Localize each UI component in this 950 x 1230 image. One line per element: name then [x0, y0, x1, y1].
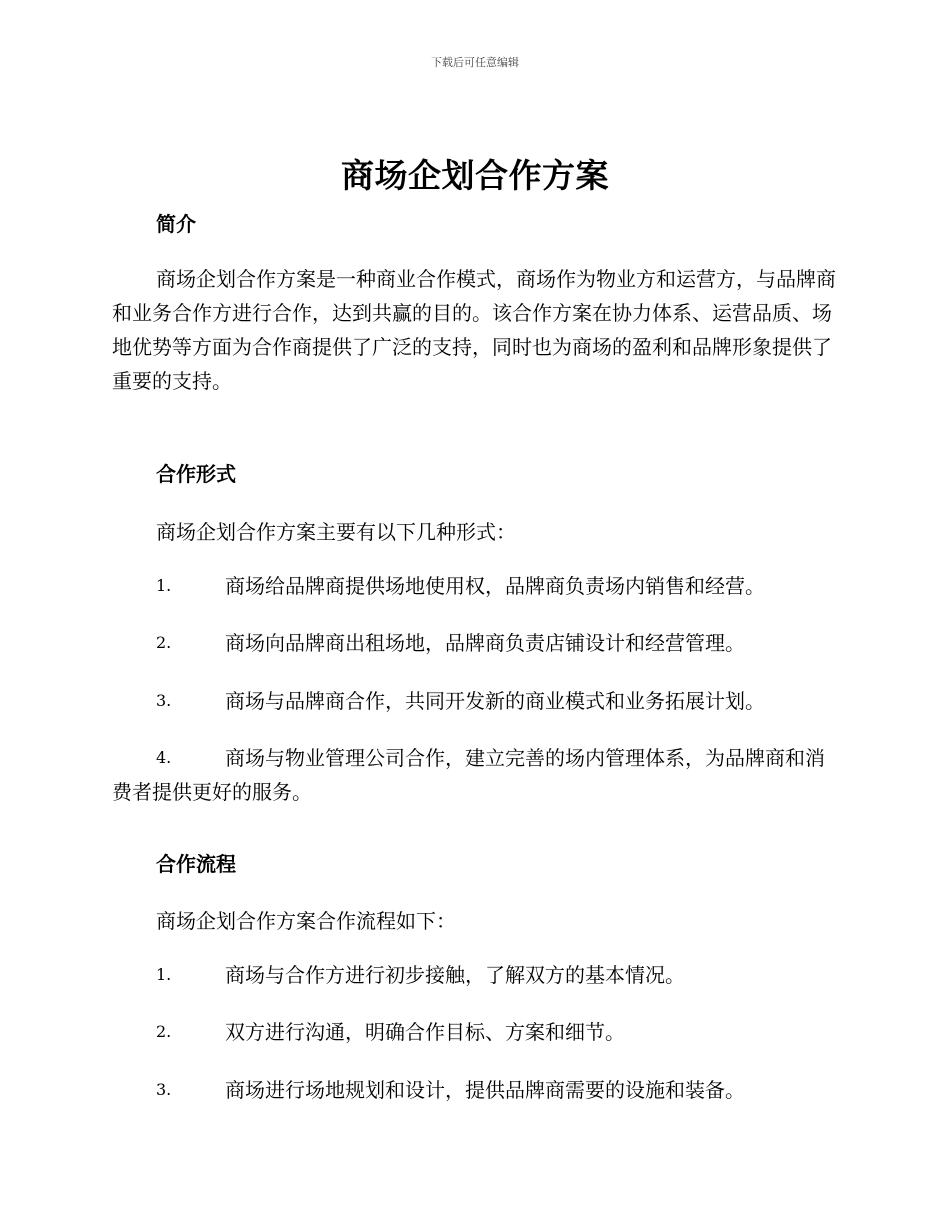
intro-paragraph: 商场企划合作方案是一种商业合作模式，商场作为物业方和运营方，与品牌商和业务合作方进行合作，达到共赢的目的。该合作方案在协力体系、运营品质、场地优势等方面为合作商提供了广泛的支持，同时也为商场的盈利和品牌形象提供了重要的支持。 [112, 267, 836, 393]
list-item [112, 958, 838, 992]
list-item-text: 商场与品牌商合作，共同开发新的商业模式和业务拓展计划。 [225, 689, 765, 713]
list-item [112, 741, 838, 809]
process-intro-text: 商场企划合作方案合作流程如下： [156, 909, 456, 933]
document-title: 商场企划合作方案 [341, 156, 609, 195]
list-item-number: 2. [156, 1022, 172, 1041]
list-item [112, 684, 838, 718]
list-item-number: 3. [156, 1080, 172, 1099]
list-item-text: 商场与合作方进行初步接触，了解双方的基本情况。 [225, 963, 685, 987]
list-item-text: 商场向品牌商出租场地，品牌商负责店铺设计和经营管理。 [225, 631, 745, 655]
list-item-text: 商场进行场地规划和设计，提供品牌商需要的设施和装备。 [225, 1078, 745, 1102]
list-item-number: 2. [156, 633, 172, 652]
header-note: 下载后可任意编辑 [431, 56, 519, 69]
list-item [112, 1073, 838, 1107]
list-item-text: 商场与物业管理公司合作，建立完善的场内管理体系，为品牌商和消费者提供更好的服务。 [112, 746, 825, 804]
list-item [112, 626, 838, 660]
list-item-text: 商场给品牌商提供场地使用权，品牌商负责场内销售和经营。 [225, 574, 765, 598]
list-item-number: 1. [156, 965, 172, 984]
section-heading-forms: 合作形式 [156, 462, 236, 486]
list-item [112, 569, 838, 603]
list-item-text: 双方进行沟通，明确合作目标、方案和细节。 [225, 1020, 625, 1044]
list-item-number: 1. [156, 576, 172, 595]
section-heading-process: 合作流程 [156, 852, 236, 876]
list-item-number: 3. [156, 691, 172, 710]
list-item [112, 1015, 838, 1049]
list-item-number: 4. [156, 748, 172, 767]
section-heading-intro: 简介 [156, 212, 196, 236]
forms-intro-text: 商场企划合作方案主要有以下几种形式： [156, 520, 516, 544]
